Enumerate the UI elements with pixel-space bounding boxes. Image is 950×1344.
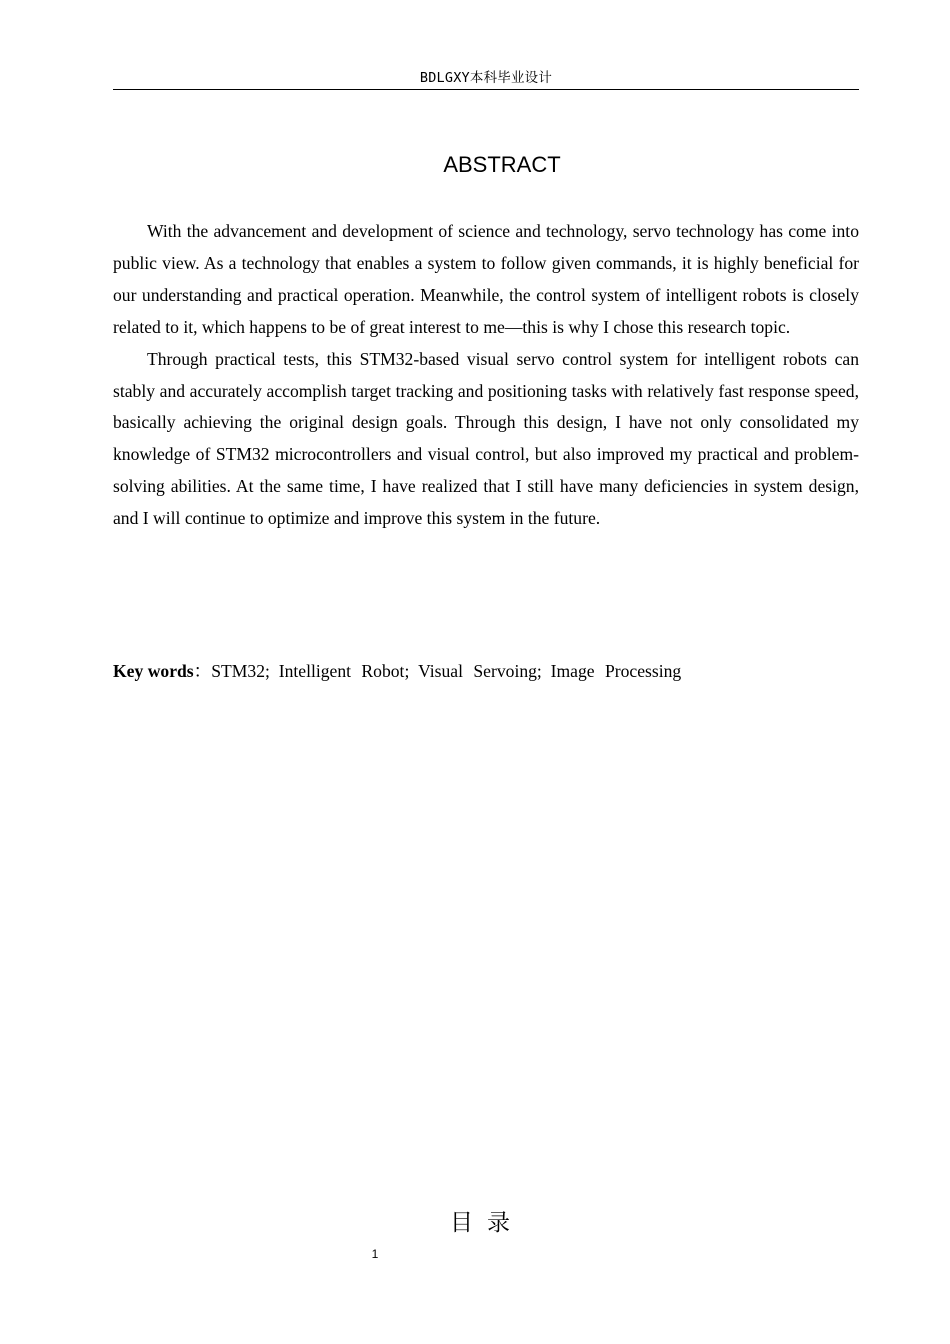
abstract-paragraph-1: With the advancement and development of science and technology, servo technology has come into public view. As a technology that enables a system to follow given commands, it is highly beneficial for our understanding and practical operation. Meanwhile, the control system of intelligent robots is closely related to it, which happens to be of great interest to me—this is why I chose this research topic. <box>113 221 859 337</box>
keyword-item: Image Processing <box>550 661 682 681</box>
abstract-body <box>113 216 859 535</box>
abstract-paragraph-2: Through practical tests, this STM32-based visual servo control system for intelligent robots can stably and accurately accomplish target tracking and positioning tasks with relatively fast response speed, basically achieving the original design goals. Through this design, I have not only consolidated my knowledge of STM32 microcontrollers and visual control, but also improved my practical and problem-solving abilities. At the same time, I have realized that I still have many deficiencies in system design, and I will continue to optimize and improve this system in the future. <box>113 348 859 529</box>
abstract-title: ABSTRACT <box>443 152 561 177</box>
keywords-label: Key words <box>113 661 194 681</box>
keyword-item: Intelligent Robot; <box>278 661 410 681</box>
running-header: BDLGXY本科毕业设计 <box>113 68 859 90</box>
keywords-line <box>113 656 859 686</box>
keyword-item: STM32; <box>211 661 270 681</box>
page-number: 1 <box>371 1247 379 1261</box>
keywords-separator: ： <box>193 661 212 681</box>
keyword-item: Visual Servoing; <box>418 661 542 681</box>
toc-title: 目录 <box>450 1210 524 1236</box>
